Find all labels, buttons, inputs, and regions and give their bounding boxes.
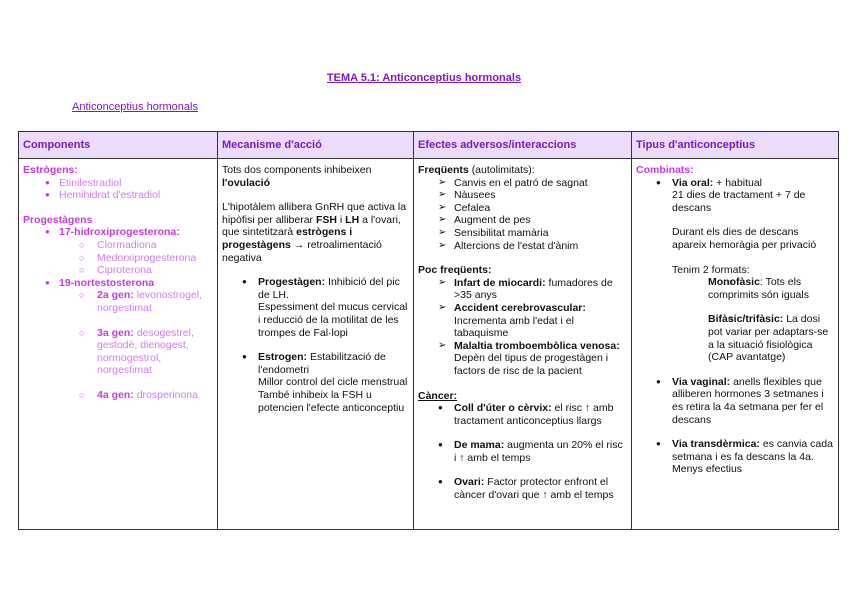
estrogen-item: ● Hemihidrat d'estradiol xyxy=(23,189,213,202)
cancer-item: ● De mama: augmenta un 20% el risc i ↑ amb el temps xyxy=(418,439,627,464)
frequent-title: Freqüents (autolimitats): xyxy=(418,164,535,176)
frequent-item: ➢ Augment de pes xyxy=(418,214,627,227)
estrogens-title: Estrògens: xyxy=(23,164,78,176)
gen2-item: ○ 2a gen: levonostrogel, norgestimat xyxy=(23,289,213,314)
progestagen-item: ○ Ciproterona xyxy=(23,264,213,277)
frequent-item: ➢ Nàusees xyxy=(418,189,627,202)
document-title: TEMA 5.1: Anticonceptius hormonals xyxy=(326,72,522,84)
progestagen-item: ○ Clormadiona xyxy=(23,239,213,252)
contraceptives-table xyxy=(18,131,839,530)
cancer-title: Càncer: xyxy=(418,389,458,402)
table-header-row xyxy=(19,132,839,159)
frequent-item: ➢ Canvis en el patró de sagnat xyxy=(418,177,627,190)
infrequent-title: Poc freqüents: xyxy=(418,264,492,277)
header-contraceptive-types: Tipus d'anticonceptius xyxy=(632,132,839,159)
mechanism-intro: Tots dos components inhibeixen l'ovulació xyxy=(222,164,372,189)
cancer-item: ● Coll d'úter o cèrvix: el risc ↑ amb tractament anticonceptius llargs xyxy=(418,402,627,427)
estrogen-mechanism: ● Estrogen: Estabilització de l'endometri Millor control del cicle menstrual També inhibeix la FSH u potencien l'efecte anticonceptiu xyxy=(222,351,409,414)
frequent-item: ➢ Sensibilitat mamària xyxy=(418,227,627,240)
combined-title: Combinats: xyxy=(636,164,694,176)
infrequent-item: ➢ Malaltia tromboembòlica venosa: Depèn del tipus de progestàgen i factors de risc de la pacient xyxy=(418,340,627,378)
monophasic-item: ○ Monofàsic: Tots els comprimits són iguals xyxy=(672,276,834,301)
infrequent-item: ➢ Accident cerebrovascular: Incrementa amb l'edat i el tabaquisme xyxy=(418,302,627,340)
adverse-effects-cell xyxy=(414,159,632,530)
frequent-item: ➢ Altercions de l'estat d'ànim xyxy=(418,240,627,253)
transdermal-route: ● Via transdèrmica: es canvia cada setmana i es fa descans la 4a. Menys efectius xyxy=(636,438,834,476)
progestagen-mechanism: ● Progestàgen: Inhibició del pic de LH. Espessiment del mucus cervical i reducció de la motilitat de les trompes de Fal·lopi xyxy=(222,276,409,339)
header-components: Components xyxy=(19,132,218,159)
oral-route: ● Via oral: + habitual 21 dies de tractament + 7 de descans Durant els dies de descans apareix hemoràgia per privació Tenim 2 formats: ○ Monofàsic: Tots els comprimits són iguals ○ Bifàsic/trifàsic: La dosi pot variar per adaptars-se a la situació fisiològica (CAP avantatge) xyxy=(636,177,834,364)
cancer-item: ● Ovari: Factor protector enfront el càncer d'ovari que ↑ amb el temps xyxy=(418,476,627,501)
components-cell xyxy=(19,159,218,530)
frequent-item: ➢ Cefalea xyxy=(418,202,627,215)
types-cell xyxy=(632,159,839,530)
gen3-item: ○ 3a gen: desogestrel, gestodè, dienogest, normogestrol, norgestimat xyxy=(23,327,213,377)
progestagens-title: Progestàgens xyxy=(23,213,93,226)
infrequent-item: ➢ Infart de miocardi: fumadores de >35 anys xyxy=(418,277,627,302)
section-subtitle: Anticonceptius hormonals xyxy=(72,101,198,113)
gen4-item: ○ 4a gen: drosperinona xyxy=(23,389,213,402)
header-adverse-effects: Efectes adversos/interaccions xyxy=(414,132,632,159)
biphasic-item: ○ Bifàsic/trifàsic: La dosi pot variar per adaptars-se a la situació fisiològica (CAP avantatge) xyxy=(672,313,834,363)
table-row xyxy=(19,159,839,530)
mechanism-cell xyxy=(218,159,414,530)
progestagen-group-2: ● 19-nortestosterona xyxy=(23,277,213,290)
progestagen-group-1: ● 17-hidroxiprogesterona: xyxy=(23,226,213,239)
progestagen-item: ○ Medorxiprogesterona xyxy=(23,252,213,265)
mechanism-axis: L'hipotàlem allibera GnRH que activa la hipòfisi per alliberar FSH i LH a l'ovari, que sintetitzarà estrògens i progestàgens → retroalimentació negativa xyxy=(222,201,407,264)
estrogen-item: ● Etinilestradiol xyxy=(23,177,213,190)
vaginal-route: ● Via vaginal: anells flexibles que alliberen hormones 3 setmanes i es retira la 4a setmana per fer el descans xyxy=(636,376,834,426)
header-mechanism: Mecanisme d'acció xyxy=(218,132,414,159)
